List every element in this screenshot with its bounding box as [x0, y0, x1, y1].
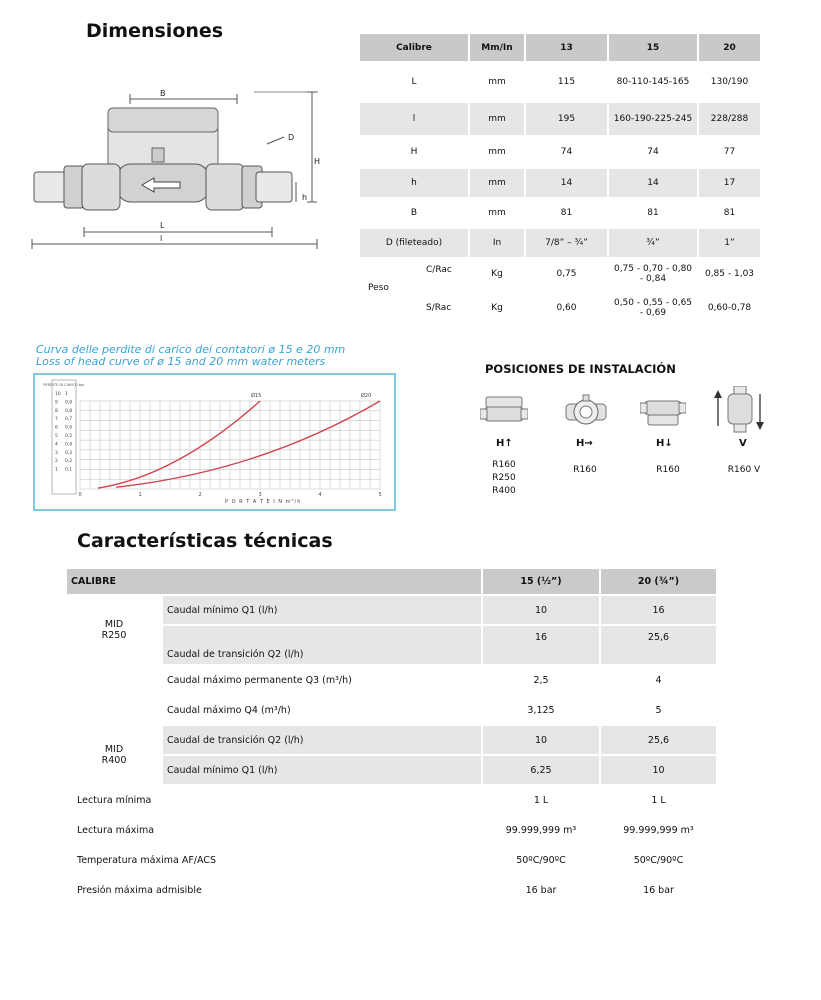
chart-x-axis-label: P O R T A T E I N m³/h [225, 499, 302, 505]
chart-y-tick: 10 [55, 392, 61, 397]
row-v15: 14 [608, 169, 698, 197]
table-row [360, 61, 761, 103]
table-row [67, 815, 717, 845]
table-row [67, 785, 717, 815]
row-unit: mm [469, 61, 525, 103]
row-v13: 7/8” – ¾” [525, 229, 608, 257]
table-row [360, 229, 761, 257]
row-v13: 115 [525, 61, 608, 103]
row-label: Caudal de transición Q2 (l/h) [162, 725, 482, 755]
chart-x-tick: 5 [378, 492, 382, 498]
tech-header-row [67, 569, 717, 595]
row-v20: 5 [600, 695, 717, 725]
chart-y-tick: 0,9 [65, 400, 73, 406]
row-v13: 14 [525, 169, 608, 197]
row-v20: 1” [698, 229, 761, 257]
row-v20: 99.999,999 m³ [600, 815, 717, 845]
chart-y-tick: 0,3 [65, 450, 73, 456]
table-row [67, 875, 717, 905]
chart-x-tick: 3 [258, 492, 262, 498]
row-v15: 10 [482, 595, 600, 625]
row-label: Caudal máximo Q4 (m³/h) [162, 695, 482, 725]
row-v13: 0,75 [525, 257, 608, 291]
row-v15: 6,25 [482, 755, 600, 785]
header-20: 20 [698, 34, 761, 61]
tech-title: Características técnicas [77, 530, 333, 552]
position-label: R400 [492, 486, 516, 496]
row-v15: 74 [608, 135, 698, 169]
row-v13: 81 [525, 197, 608, 229]
mid-label-line: MID [104, 744, 124, 755]
row-label: h [360, 169, 469, 197]
position-symbol: V [739, 438, 747, 449]
row-label: L [360, 61, 469, 103]
row-v20: 25,6 [600, 625, 717, 665]
dim-label-d: D [288, 133, 295, 142]
row-v15: 81 [608, 197, 698, 229]
row-v20: 228/288 [698, 103, 761, 135]
row-label: Caudal máximo permanente Q3 (m³/h) [162, 665, 482, 695]
table-row [67, 625, 717, 665]
mid-r400-label [67, 725, 162, 785]
position-label: R160 [573, 465, 597, 475]
mid-label-line: MID [104, 619, 124, 630]
chart-caption-italian: Curva delle perdite di carico dei contatori ø 15 e 20 mm [36, 343, 346, 356]
series-label-d20: Ø20 [361, 393, 372, 399]
header-calibre: CALIBRE [67, 569, 482, 595]
chart-y-tick: 9 [55, 400, 58, 406]
row-label: Temperatura máxima AF/ACS [67, 845, 482, 875]
table-row-peso-srac [360, 291, 761, 325]
chart-x-tick: 0 [78, 492, 82, 498]
chart-y-scale-label: PERDITE DI CARICO bar [43, 383, 85, 387]
row-unit: mm [469, 135, 525, 169]
peso-srac-cell [360, 291, 469, 325]
table-row [360, 197, 761, 229]
chart-y-tick: 8 [55, 408, 58, 414]
chart-y-tick: 0,6 [65, 425, 73, 431]
row-unit: mm [469, 197, 525, 229]
position-symbol: H↑ [496, 438, 513, 449]
position-vertical-icon [712, 386, 768, 434]
dimensions-table [360, 34, 762, 325]
position-h-side-icon [563, 392, 609, 432]
chart-y-tick: 0,1 [65, 467, 73, 473]
row-v15: 0,75 - 0,70 - 0,80 - 0,84 [608, 257, 698, 291]
row-v13: 74 [525, 135, 608, 169]
header-15: 15 (½”) [482, 569, 600, 595]
row-unit: Kg [469, 257, 525, 291]
position-h-down-icon [640, 393, 686, 431]
positions-title: POSICIONES DE INSTALACIÓN [485, 362, 676, 376]
mid-label-line: R250 [101, 630, 127, 641]
row-v20: 1 L [600, 785, 717, 815]
loss-chart [35, 375, 394, 509]
table-row [67, 695, 717, 725]
table-row [360, 103, 761, 135]
row-label: D (fileteado) [360, 229, 469, 257]
row-label: Lectura máxima [67, 815, 482, 845]
table-row [360, 169, 761, 197]
row-v15: 2,5 [482, 665, 600, 695]
table-row-peso-crac [360, 257, 761, 291]
peso-crac-cell [360, 257, 469, 291]
row-v15: 3,125 [482, 695, 600, 725]
row-v15: 80-110-145-165 [608, 61, 698, 103]
row-v15: 16 bar [482, 875, 600, 905]
chart-y-tick: 0,7 [65, 417, 73, 423]
chart-y-tick: 6 [55, 425, 58, 431]
peso-label: Peso [368, 283, 389, 293]
header-20: 20 (¾”) [600, 569, 717, 595]
position-symbol: H→ [576, 438, 593, 449]
row-v15: ¾” [608, 229, 698, 257]
tech-table [67, 569, 718, 906]
chart-y-tick: 2 [55, 459, 58, 465]
header-13: 13 [525, 34, 608, 61]
row-label: Presión máxima admisible [67, 875, 482, 905]
dim-label-l-lower: l [160, 234, 163, 243]
peso-crac-label: C/Rac [426, 265, 452, 275]
row-v15: 0,50 - 0,55 - 0,65 - 0,69 [608, 291, 698, 325]
chart-y-tick: 4 [55, 442, 58, 448]
position-label: R160 V [727, 465, 761, 475]
row-v13: 195 [525, 103, 608, 135]
row-label: Caudal mínimo Q1 (l/h) [162, 755, 482, 785]
row-label: Lectura mínima [67, 785, 482, 815]
row-v20: 81 [698, 197, 761, 229]
position-label: R160 [656, 465, 680, 475]
row-label: Caudal de transición Q2 (l/h) [162, 625, 482, 665]
dim-label-h-upper: H [314, 157, 321, 166]
dim-label-h-lower: h [302, 193, 308, 202]
table-row [67, 595, 717, 625]
row-unit: In [469, 229, 525, 257]
row-unit: mm [469, 169, 525, 197]
loss-curve-d20 [116, 401, 380, 487]
chart-y-tick: 0,8 [65, 408, 73, 414]
row-label: B [360, 197, 469, 229]
table-row [67, 845, 717, 875]
row-v15: 16 [482, 625, 600, 665]
chart-y-tick: 0,5 [65, 434, 73, 439]
dimensions-header-row [360, 34, 761, 61]
row-v20: 130/190 [698, 61, 761, 103]
chart-y-tick: 0,2 [65, 459, 73, 465]
mid-label-line: R400 [101, 755, 127, 766]
dimensions-title: Dimensiones [86, 20, 224, 42]
chart-x-tick: 2 [198, 492, 202, 498]
row-v15: 99.999,999 m³ [482, 815, 600, 845]
row-unit: mm [469, 103, 525, 135]
row-v20: 16 [600, 595, 717, 625]
chart-y-tick: 0,4 [65, 442, 73, 448]
chart-y-tick: 1 [55, 467, 58, 473]
row-label: l [360, 103, 469, 135]
meter-drawing [22, 82, 332, 252]
header-15: 15 [608, 34, 698, 61]
header-unit: Mm/In [469, 34, 525, 61]
row-v13: 0,60 [525, 291, 608, 325]
chart-y-tick: 7 [55, 417, 58, 423]
peso-srac-label: S/Rac [426, 303, 452, 313]
chart-caption-english: Loss of head curve of ø 15 and 20 mm water meters [36, 355, 326, 368]
row-v20: 4 [600, 665, 717, 695]
series-label-d15: Ø15 [251, 393, 262, 399]
row-v15: 50ºC/90ºC [482, 845, 600, 875]
table-row [67, 665, 717, 695]
header-calibre: Calibre [360, 34, 469, 61]
row-v20: 25,6 [600, 725, 717, 755]
dim-label-b: B [160, 89, 166, 98]
row-v15: 160-190-225-245 [608, 103, 698, 135]
row-v20: 17 [698, 169, 761, 197]
row-v15: 1 L [482, 785, 600, 815]
position-h-up-icon [480, 393, 528, 431]
row-unit: Kg [469, 291, 525, 325]
table-row [67, 755, 717, 785]
chart-y-tick: 1 [65, 392, 68, 397]
position-symbol: H↓ [656, 438, 673, 449]
position-label: R250 [492, 473, 516, 483]
chart-y-tick: 3 [55, 450, 58, 456]
loss-curve-d15 [98, 401, 260, 488]
row-v20: 10 [600, 755, 717, 785]
row-v20: 77 [698, 135, 761, 169]
position-label: R160 [492, 460, 516, 470]
chart-x-tick: 4 [318, 492, 322, 498]
table-row [360, 135, 761, 169]
table-row [67, 725, 717, 755]
loss-chart-frame [33, 373, 396, 511]
row-v20: 16 bar [600, 875, 717, 905]
row-v20: 50ºC/90ºC [600, 845, 717, 875]
mid-r250-label [67, 595, 162, 665]
row-v15: 10 [482, 725, 600, 755]
chart-y-tick: 5 [55, 434, 58, 439]
dim-label-l-upper: L [160, 221, 165, 230]
row-v20: 0,60-0,78 [698, 291, 761, 325]
row-label: H [360, 135, 469, 169]
row-label: Caudal mínimo Q1 (l/h) [162, 595, 482, 625]
chart-x-tick: 1 [138, 492, 142, 498]
row-v20: 0,85 - 1,03 [698, 257, 761, 291]
